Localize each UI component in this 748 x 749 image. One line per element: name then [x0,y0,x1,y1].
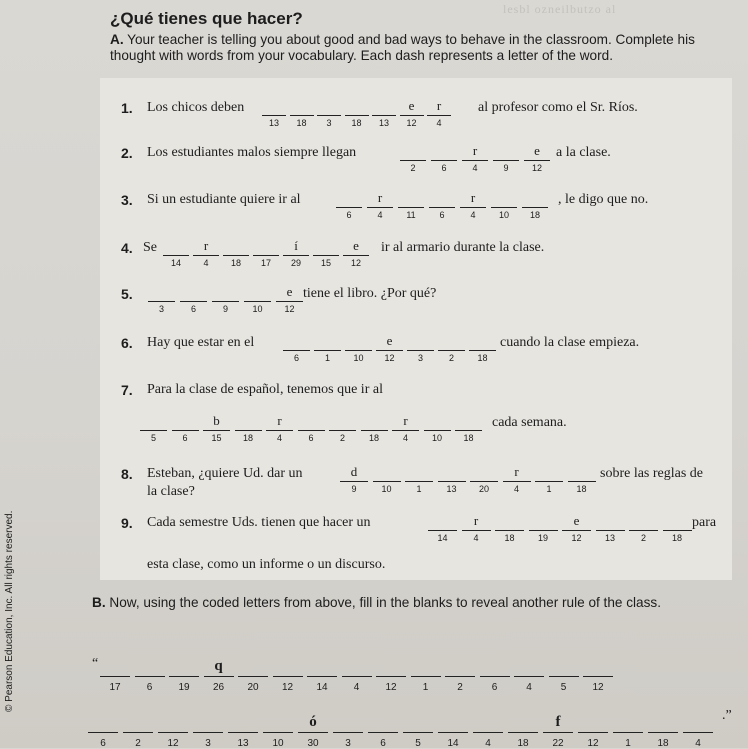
letter-code: 26 [212,682,225,693]
letter-blank [462,160,488,161]
given-letter: e [286,284,293,299]
letter-blank [283,255,309,256]
letter-code: 13 [378,118,389,128]
letter-code: 19 [178,682,190,693]
letter-blank [314,350,341,351]
given-letter: r [473,513,479,528]
letter-blank [455,430,482,431]
letter-code: 5 [150,433,156,443]
letter-code: 10 [498,210,509,220]
letter-blank [307,676,337,677]
letter-blank [491,207,517,208]
letter-blank [583,676,613,677]
item-ending-text: ir al armario durante la clase. [381,240,545,255]
letter-blank [158,732,188,733]
letter-blank [529,530,558,531]
given-letter: r [514,464,519,479]
letter-blank [493,160,519,161]
letter-code: 6 [182,433,188,443]
letter-code: 4 [276,433,282,443]
letter-blank [376,676,406,677]
letter-code: 10 [381,484,392,494]
letter-code: 20 [247,682,259,693]
letter-code: 1 [324,353,330,363]
letter-blank [172,430,199,431]
letter-blank [613,732,643,733]
letter-blank [345,115,369,116]
letter-code: 4 [695,738,701,749]
letter-blank [428,530,457,531]
letter-blank [193,732,223,733]
letter-code: 12 [587,738,599,749]
given-letter: b [213,413,220,428]
letter-blank [135,676,165,677]
open-quote: “ [92,656,99,671]
letter-blank [514,676,544,677]
letter-code: 12 [281,682,294,693]
letter-code: 12 [571,533,582,543]
item-ending-text: al profesor como el Sr. Ríos. [478,100,638,115]
letter-code: 10 [353,353,364,363]
letter-blank [372,115,396,116]
given-letter: ó [309,714,317,730]
item-ending-text: para [692,515,717,530]
letter-code: 1 [546,484,552,494]
letter-blank [180,301,207,302]
item-ending-text: cuando la clase empieza. [500,335,640,350]
letter-code: 2 [640,533,646,543]
letter-code: 19 [537,533,548,543]
letter-blank [100,676,130,677]
letter-blank [427,115,451,116]
letter-blank [411,676,441,677]
letter-code: 15 [320,258,331,268]
item-number: 8. [121,466,133,482]
letter-code: 12 [384,353,395,363]
section-b-letter: B. [92,595,106,610]
letter-code: 4 [513,484,519,494]
letter-blank [578,732,608,733]
letter-code: 17 [260,258,271,268]
letter-blank [424,430,451,431]
letter-code: 14 [437,533,448,543]
letter-code: 12 [406,118,417,128]
close-quote: .” [722,708,732,723]
letter-code: 18 [351,118,362,128]
letter-code: 20 [478,484,489,494]
letter-blank [204,676,234,677]
letter-blank [203,430,230,431]
item-prompt-text: Esteban, ¿quiere Ud. dar un [147,466,303,481]
letter-blank [508,732,538,733]
letter-blank [568,481,596,482]
letter-code: 12 [592,682,604,693]
letter-code: 18 [504,533,515,543]
letter-blank [273,676,303,677]
letter-code: 13 [237,738,249,749]
given-letter: e [408,98,415,113]
letter-blank [345,350,372,351]
letter-blank [431,160,457,161]
letter-blank [524,160,550,161]
letter-blank [333,732,363,733]
letter-code: 3 [417,353,423,363]
item-ending-text: cada semana. [492,415,567,430]
letter-blank [169,676,199,677]
item-prompt-text: Para la clase de español, tenemos que ir al [147,382,383,397]
letter-code: 18 [230,258,241,268]
letter-blank [596,530,625,531]
letter-code: 6 [441,163,447,173]
letter-blank [438,481,466,482]
letter-blank [473,732,503,733]
item-prompt-text: Los estudiantes malos siempre llegan [147,145,357,160]
item-number: 2. [121,145,133,161]
letter-blank [543,732,573,733]
letter-code: 4 [377,210,383,220]
letter-blank [329,430,356,431]
letter-code: 4 [402,433,408,443]
letter-code: 1 [416,484,422,494]
letter-code: 9 [222,304,228,314]
item-number: 3. [121,192,133,208]
letter-code: 4 [353,682,360,693]
letter-code: 4 [470,210,476,220]
letter-blank [438,732,468,733]
letter-blank [376,350,403,351]
letter-blank [462,530,491,531]
given-letter: r [277,413,282,428]
letter-code: 6 [308,433,314,443]
item-prompt-text: Los chicos deben [147,100,245,115]
section-a-letter: A. [110,32,124,47]
letter-blank [503,481,531,482]
item-number: 5. [121,286,133,302]
letter-blank [336,207,362,208]
letter-code: 3 [345,738,351,749]
letter-blank [400,115,424,116]
letter-blank [392,430,419,431]
letter-blank [367,207,393,208]
item-ending-text: , le digo que no. [558,192,649,207]
item-ending-text: a la clase. [556,145,611,160]
letter-code: 9 [503,163,509,173]
item-ending-text: tiene el libro. ¿Por qué? [303,286,437,301]
item-prompt-text: Hay que estar en el [147,335,255,350]
letter-code: 9 [351,484,357,494]
letter-code: 5 [560,682,567,693]
section-a-instructions [110,32,730,64]
letter-code: 30 [307,738,319,749]
letter-blank [562,530,591,531]
letter-code: 13 [604,533,615,543]
copyright-note: © Pearson Education, Inc. All rights reserved. [4,510,15,712]
letter-code: 6 [380,738,386,749]
given-letter: d [350,464,358,479]
letter-code: 10 [272,738,284,749]
letter-code: 4 [472,163,478,173]
section-b-instructions [92,594,732,611]
letter-code: 29 [290,258,301,268]
letter-blank [235,430,262,431]
letter-blank [193,255,219,256]
letter-blank [343,255,369,256]
given-letter: e [534,143,540,158]
letter-code: 18 [296,118,307,128]
letter-code: 6 [491,682,498,693]
letter-blank [373,481,401,482]
letter-code: 11 [406,210,416,220]
letter-code: 18 [671,533,682,543]
letter-code: 18 [477,353,488,363]
letter-code: 10 [252,304,263,314]
page-title: ¿Qué tienes que hacer? [110,9,303,28]
letter-code: 6 [293,353,299,363]
letter-blank [535,481,563,482]
item-number: 4. [121,240,133,256]
item-prompt-text: la clase? [147,484,195,499]
section-b-text: Now, using the coded letters from above, fill in the blanks to reveal another rule of the class. [109,595,661,610]
letter-blank [148,301,175,302]
letter-blank [429,207,455,208]
given-letter: r [377,190,383,205]
letter-blank [342,676,372,677]
letter-code: 6 [439,210,445,220]
letter-blank [663,530,692,531]
letter-blank [313,255,339,256]
letter-blank [549,676,579,677]
letter-blank [480,676,510,677]
letter-code: 12 [284,304,295,314]
letter-blank [368,732,398,733]
letter-blank [298,430,325,431]
letter-blank [298,732,328,733]
letter-blank [398,207,424,208]
letter-code: 4 [485,738,491,749]
letter-code: 6 [100,738,106,749]
letter-blank [163,255,189,256]
letter-blank [88,732,118,733]
letter-code: 2 [339,433,345,443]
letter-blank [460,207,486,208]
letter-blank [276,301,303,302]
letter-code: 5 [415,738,421,749]
item-number: 9. [121,515,133,531]
letter-blank [140,430,167,431]
letter-code: 14 [447,738,459,749]
letter-blank [317,115,341,116]
letter-code: 17 [109,682,121,693]
letter-code: 13 [446,484,457,494]
letter-blank [648,732,678,733]
letter-code: 1 [422,682,429,693]
letter-blank [244,301,271,302]
item-number: 6. [121,335,133,351]
letter-code: 18 [368,433,379,443]
given-letter: q [214,658,223,674]
letter-blank [469,350,496,351]
item-prompt-text: esta clase, como un informe o un discurso. [147,557,386,572]
letter-code: 18 [576,484,587,494]
letter-code: 4 [526,682,532,693]
letter-code: 14 [316,682,328,693]
letter-blank [522,207,548,208]
given-letter: r [472,143,478,158]
letter-code: 18 [529,210,540,220]
item-number: 1. [121,100,133,116]
item-prompt-text: Se [143,240,157,255]
given-letter: e [353,238,359,253]
letter-blank [403,732,433,733]
given-letter: r [203,238,209,253]
given-letter: r [403,413,408,428]
letter-blank [253,255,279,256]
letter-code: 4 [436,118,442,128]
letter-blank [290,115,314,116]
letter-code: 2 [457,682,463,693]
letter-blank [238,676,268,677]
item-ending-text: sobre las reglas de [600,466,704,481]
letter-code: 18 [242,433,253,443]
letter-code: 3 [326,118,332,128]
given-letter: f [555,714,561,730]
letter-code: 3 [205,738,211,749]
letter-blank [262,115,286,116]
section-a-text: Your teacher is telling you about good and bad ways to behave in the classroom. Complete his thought with words from your vocabulary. Each dash represents a letter of the word. [110,32,695,63]
letter-blank [683,732,713,733]
letter-blank [123,732,153,733]
letter-code: 4 [473,533,479,543]
letter-blank [495,530,524,531]
bleed-through-text: lesbl ozneilbutzo al [503,2,617,16]
letter-code: 3 [158,304,164,314]
letter-code: 12 [350,258,361,268]
letter-code: 6 [190,304,196,314]
letter-blank [470,481,498,482]
letter-blank [263,732,293,733]
letter-blank [438,350,465,351]
letter-blank [340,481,368,482]
given-letter: e [386,333,393,348]
letter-blank [212,301,239,302]
given-letter: r [470,190,476,205]
given-letter: e [573,513,580,528]
item-number: 7. [121,382,133,398]
letter-blank [407,350,434,351]
letter-blank [629,530,658,531]
letter-code: 1 [625,738,631,749]
item-prompt-text: Si un estudiante quiere ir al [147,192,301,207]
letter-blank [400,160,426,161]
letter-code: 2 [448,353,454,363]
letter-code: 6 [346,210,352,220]
letter-code: 2 [410,163,416,173]
letter-code: 14 [170,258,181,268]
letter-blank [445,676,475,677]
letter-code: 4 [203,258,209,268]
letter-code: 2 [135,738,141,749]
letter-blank [266,430,293,431]
item-prompt-text: Cada semestre Uds. tienen que hacer un [147,515,371,530]
given-letter: í [294,238,298,253]
letter-code: 18 [517,738,529,749]
letter-code: 10 [431,433,442,443]
letter-code: 18 [657,738,669,749]
letter-blank [228,732,258,733]
letter-code: 15 [211,433,222,443]
letter-code: 18 [463,433,474,443]
given-letter: r [436,98,442,113]
letter-code: 12 [167,738,179,749]
letter-blank [361,430,388,431]
letter-code: 12 [531,163,542,173]
letter-blank [405,481,433,482]
letter-code: 22 [552,738,564,749]
letter-code: 13 [268,118,279,128]
letter-blank [223,255,249,256]
letter-code: 12 [385,682,397,693]
letter-blank [283,350,310,351]
letter-code: 6 [146,682,153,693]
